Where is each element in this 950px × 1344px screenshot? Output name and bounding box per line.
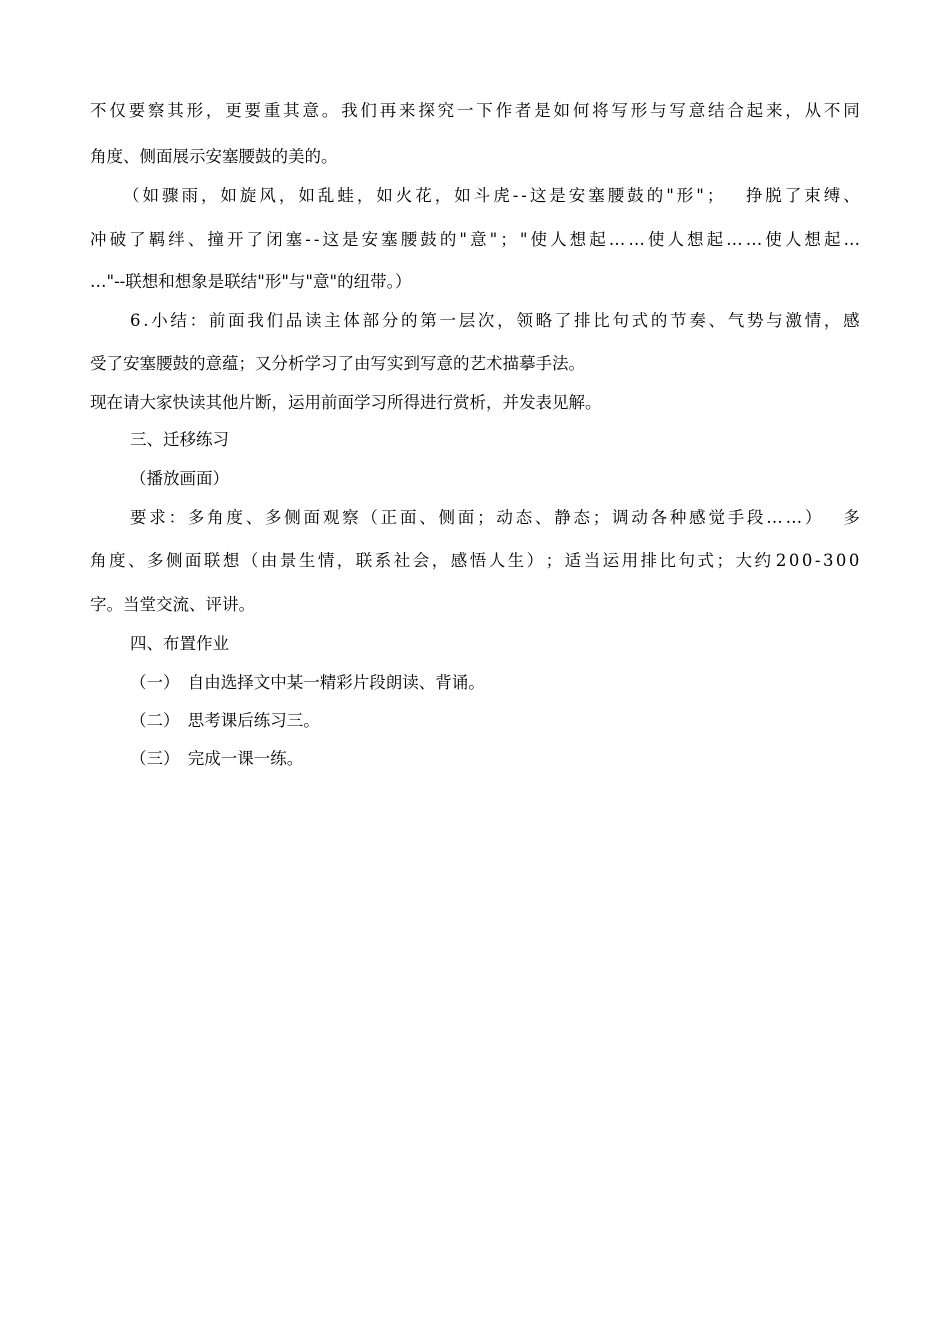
text-line: 字。当堂交流、评讲。 (90, 595, 255, 614)
list-item: （一） 自由选择文中某一精彩片段朗读、背诵。 (130, 673, 485, 692)
text-line: 冲 破 了 羁 绊 、 撞 开 了 闭 塞 - - 这 是 安 塞 腰 鼓 的 " 意 " ； " 使 人 想 起 … … 使 人 想 起 … … 使 人 想 起 … (90, 230, 860, 249)
text-line: 6 . 小 结 ： 前 面 我 们 品 读 主 体 部 分 的 第 一 层 次 ， 领 略 了 排 比 句 式 的 节 奏 、 气 势 与 激 情 ， 感 (130, 311, 860, 330)
list-item: （三） 完成一课一练。 (130, 749, 304, 768)
text-line: 要 求 ： 多 角 度 、 多 侧 面 观 察 （ 正 面 、 侧 面 ； 动 态 、 静 态 ； 调 动 各 种 感 觉 手 段 … … ） 多 (130, 508, 860, 527)
text-line: 角 度 、 多 侧 面 联 想 （ 由 景 生 情 ， 联 系 社 会 ， 感 悟 人 生 ） ； 适 当 运 用 排 比 句 式 ； 大 约 2 0 0 - 3 0 0 (90, 551, 860, 570)
text-line: 受了安塞腰鼓的意蕴；又分析学习了由写实到写意的艺术描摹手法。 (90, 354, 585, 373)
list-item: （二） 思考课后练习三。 (130, 711, 320, 730)
text-line: 不 仅 要 察 其 形 ， 更 要 重 其 意 。 我 们 再 来 探 究 一 下 作 者 是 如 何 将 写 形 与 写 意 结 合 起 来 ， 从 不 同 (90, 101, 860, 120)
section-heading: 四、布置作业 (130, 634, 229, 653)
text-line: …"--联想和想象是联结"形"与"意"的纽带。） (90, 272, 412, 291)
text-line: （播放画面） (130, 469, 229, 488)
text-line: 角度、侧面展示安塞腰鼓的美的。 (90, 147, 338, 166)
section-heading: 三、迁移练习 (130, 430, 229, 449)
text-line: （ 如 骤 雨 ， 如 旋 风 ， 如 乱 蛙 ， 如 火 花 ， 如 斗 虎 - - 这 是 安 塞 腰 鼓 的 " 形 " ； 挣 脱 了 束 缚 、 (123, 186, 860, 205)
text-line: 现在请大家快读其他片断，运用前面学习所得进行赏析，并发表见解。 (90, 393, 602, 412)
